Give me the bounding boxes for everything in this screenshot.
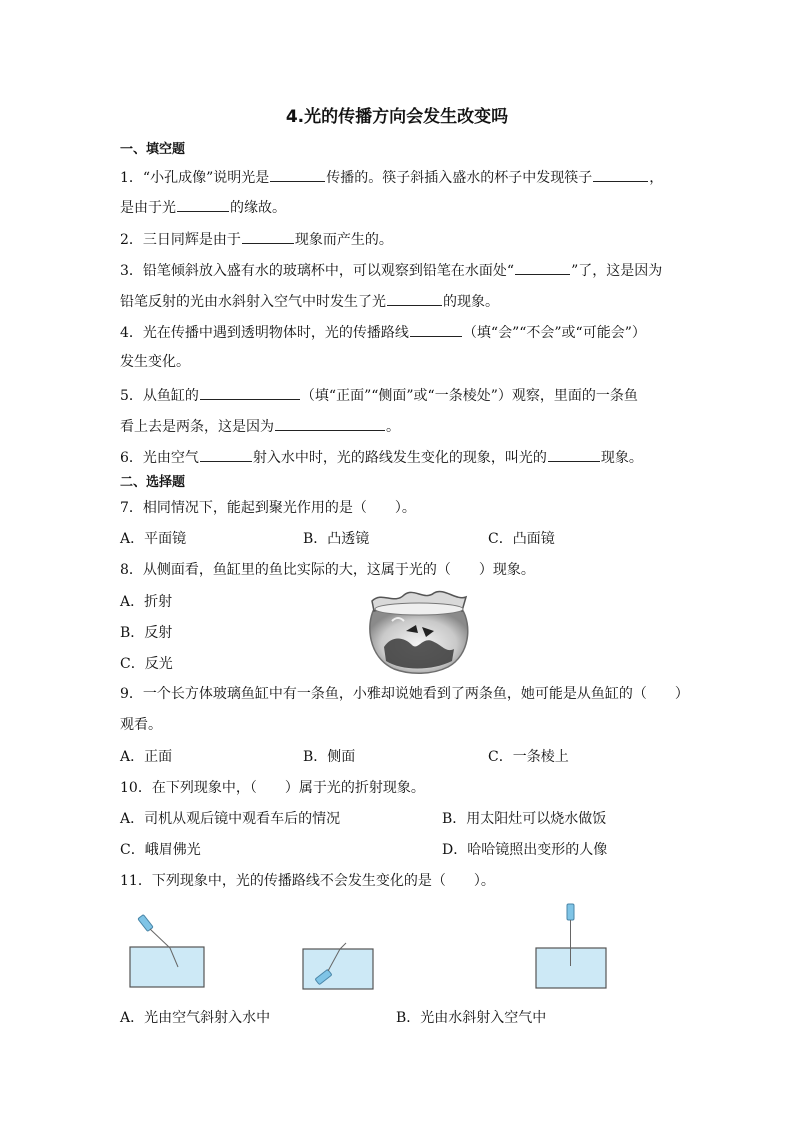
question-3-line-1: [120, 260, 662, 280]
q1-blank-1[interactable]: [270, 167, 325, 182]
q9-option-a[interactable]: A．正面: [120, 749, 173, 765]
question-1-line-2: [120, 197, 286, 217]
q5-text-a: 5．从鱼缸的: [120, 388, 199, 404]
q3-text-d: 的现象。: [443, 294, 499, 310]
question-5-line-2: [120, 416, 400, 436]
q1-text-e: 的缘故。: [230, 200, 286, 216]
q3-text-c: 铅笔反射的光由水斜射入空气中时发生了光: [120, 294, 386, 310]
question-2: [120, 229, 393, 249]
q4-text-a: 4．光在传播中遇到透明物体时，光的传播路线: [120, 325, 409, 341]
question-5-line-1: [120, 385, 638, 405]
diagram-air-to-water: [128, 905, 206, 990]
q4-text-b: （填“会”“不会”或“可能会”）: [462, 325, 646, 341]
q8-option-b[interactable]: B．反射: [120, 625, 173, 641]
q2-blank[interactable]: [242, 229, 294, 244]
q3-blank-2[interactable]: [387, 291, 442, 306]
q10-option-c[interactable]: C．峨眉佛光: [120, 842, 201, 858]
q8-option-a[interactable]: A．折射: [120, 594, 173, 610]
fishbowl-image: [362, 587, 476, 675]
q5-blank-1[interactable]: [200, 385, 300, 400]
q3-text-b: ”了，这是因为: [571, 263, 663, 279]
q6-text-c: 现象。: [600, 450, 643, 466]
q9-option-b[interactable]: B．侧面: [303, 749, 356, 765]
q7-option-a[interactable]: A．平面镜: [120, 531, 187, 547]
q8-option-c[interactable]: C．反光: [120, 656, 173, 672]
question-4-line-1: [120, 322, 646, 342]
q1-text-b: 传播的。筷子斜插入盛水的杯子中发现筷子: [326, 170, 593, 186]
q5-text-d: 。: [386, 419, 400, 435]
question-10-stem: 10．在下列现象中，（ ）属于光的折射现象。: [120, 780, 425, 796]
q5-blank-2[interactable]: [275, 416, 385, 431]
q3-text-a: 3．铅笔倾斜放入盛有水的玻璃杯中，可以观察到铅笔在水面处“: [120, 263, 515, 279]
diagram-vertical-incidence: [534, 902, 608, 990]
q4-blank[interactable]: [410, 322, 462, 337]
q1-blank-3[interactable]: [177, 197, 229, 212]
question-3-line-2: [120, 291, 499, 311]
q1-text-c: ，: [649, 170, 664, 186]
q11-option-b[interactable]: B．光由水斜射入空气中: [396, 1010, 547, 1026]
question-6: [120, 447, 643, 467]
section-multiple-choice: 二、选择题: [120, 475, 186, 490]
q5-text-b: （填“正面”“侧面”或“一条棱处”）观察，里面的一条鱼: [300, 388, 638, 404]
q2-text-b: 现象而产生的。: [294, 232, 393, 248]
q6-text-b: 射入水中时，光的路线发生变化的现象，叫光的: [252, 450, 547, 466]
q7-option-c[interactable]: C．凸面镜: [488, 531, 555, 547]
q9-option-c[interactable]: C．一条棱上: [488, 749, 569, 765]
question-7-stem: 7．相同情况下，能起到聚光作用的是（ ）。: [120, 500, 416, 516]
q5-text-c: 看上去是两条，这是因为: [120, 419, 274, 435]
question-9-line-1: 9．一个长方体玻璃鱼缸中有一条鱼，小雅却说她看到了两条鱼，她可能是从鱼缸的（ ）: [120, 686, 689, 702]
q10-option-d[interactable]: D．哈哈镜照出变形的人像: [442, 842, 608, 858]
q10-option-a[interactable]: A．司机从观后镜中观看车后的情况: [120, 811, 341, 827]
q1-blank-2[interactable]: [593, 167, 648, 182]
page-title: 4.光的传播方向会发生改变吗: [285, 107, 509, 127]
q11-option-a[interactable]: A．光由空气斜射入水中: [120, 1010, 271, 1026]
diagram-water-to-air: [302, 943, 374, 991]
question-4-line-2: 发生变化。: [120, 354, 190, 370]
q10-option-b[interactable]: B．用太阳灶可以烧水做饭: [442, 811, 607, 827]
q1-text-a: 1．“小孔成像”说明光是: [120, 170, 270, 186]
q6-text-a: 6．光由空气: [120, 450, 199, 466]
q6-blank-1[interactable]: [200, 447, 252, 462]
q1-text-d: 是由于光: [120, 200, 176, 216]
q2-text-a: 2．三日同辉是由于: [120, 232, 241, 248]
q7-option-b[interactable]: B．凸透镜: [303, 531, 370, 547]
section-fill-blank: 一、填空题: [120, 142, 186, 157]
q6-blank-2[interactable]: [548, 447, 600, 462]
question-11-stem: 11．下列现象中，光的传播路线不会发生变化的是（ ）。: [120, 873, 495, 889]
q3-blank-1[interactable]: [515, 260, 570, 275]
question-1-line-1: [120, 167, 663, 187]
question-9-line-2: 观看。: [120, 717, 162, 733]
question-8-stem: 8．从侧面看，鱼缸里的鱼比实际的大，这属于光的（ ）现象。: [120, 562, 535, 578]
